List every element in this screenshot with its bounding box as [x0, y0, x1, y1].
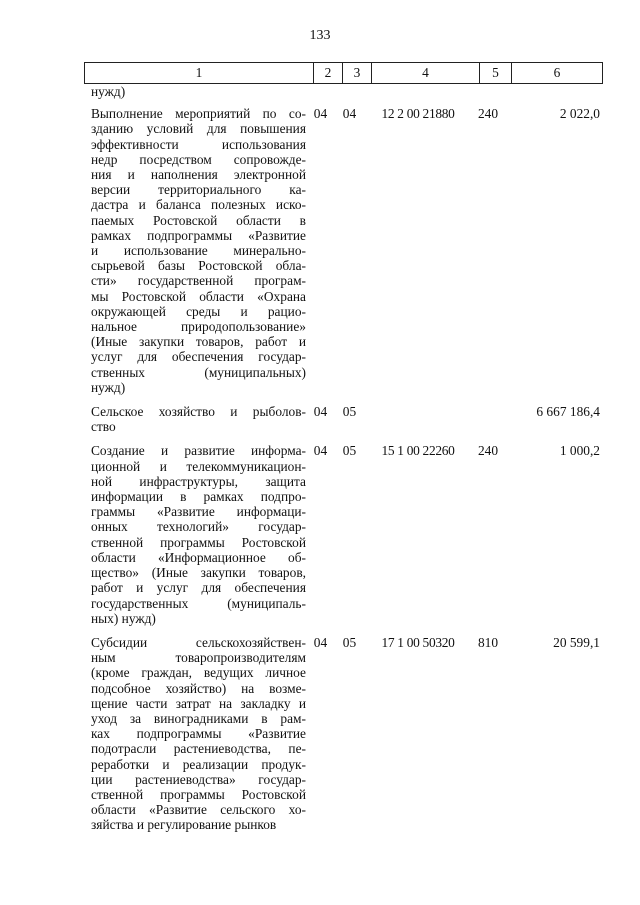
page-number: 133 [309, 28, 331, 43]
target-item-code: 12 2 00 21880 [381, 106, 455, 122]
amount: 6 667 186,4 [536, 404, 600, 420]
table-row [84, 404, 602, 434]
description-line: эффективности использования [91, 136, 306, 152]
amount: 2 022,0 [559, 106, 600, 122]
description-line: уход за виноградниками в рам- [91, 710, 306, 726]
description-line: ции растениеводства» государ- [91, 771, 306, 787]
description-line: Субсидии сельскохозяйствен- [91, 634, 306, 650]
continuation-row [84, 84, 602, 99]
description-line: подсобное хозяйство) на возме- [91, 680, 306, 696]
description-line: рамках подпрограммы «Развитие [91, 227, 306, 243]
description-line: недр посредством сопровожде- [91, 151, 306, 167]
description-line: паемых Ростовской области в [91, 212, 306, 228]
description-line: версии территориального ка- [91, 182, 306, 198]
description-line: мы Ростовской области «Охрана [91, 288, 306, 304]
subsection-code: 04 [342, 106, 357, 122]
description-line: ционной и телекоммуникацион- [91, 458, 306, 474]
table-row [84, 635, 602, 833]
target-item-code: 15 1 00 22260 [381, 443, 455, 459]
description-line: ках подпрограммы «Развитие [91, 726, 306, 742]
column-header-6: 6 [512, 63, 603, 84]
description-line: работ и услуг для обеспечения [91, 580, 306, 596]
description-line: окружающей среды и рацио- [91, 303, 306, 319]
item-description [84, 635, 306, 833]
description-line: реработки и реализации продук- [91, 756, 306, 772]
column-header-1: 1 [85, 63, 314, 84]
description-line: Сельское хозяйство и рыболов- [91, 404, 306, 420]
description-line: граммы «Развитие информаци- [91, 504, 306, 520]
description-line: ных) нужд) [91, 610, 156, 626]
description-line: нальное природопользование» [91, 319, 306, 335]
column-header-3: 3 [343, 63, 372, 84]
description-line: государственных (муниципаль- [91, 595, 306, 611]
section-code: 04 [313, 106, 328, 122]
description-line: информации в рамках подпро- [91, 489, 306, 505]
subsection-code: 05 [342, 404, 357, 420]
description-line: зданию условий для повышения [91, 121, 306, 137]
description-line: Выполнение мероприятий по со- [91, 106, 306, 122]
description-line: зяйства и регулирование рынков [91, 817, 277, 833]
description-line: щение части затрат на закладку и [91, 695, 306, 711]
continuation-text: нужд) [91, 84, 126, 99]
description-line: ственной программы Ростовской [91, 786, 306, 802]
amount: 20 599,1 [553, 634, 600, 650]
description-line: ния и наполнения электронной [91, 167, 306, 183]
description-line: области «Информационное об- [91, 549, 306, 565]
description-line: (Иные закупки товаров, работ и [91, 334, 306, 350]
subsection-code: 05 [342, 443, 357, 459]
column-header-row [85, 63, 603, 84]
table-row [84, 106, 602, 395]
amount: 1 000,2 [559, 443, 600, 459]
expense-type-code: 240 [477, 443, 499, 459]
description-line: услуг для обеспечения государ- [91, 349, 306, 365]
budget-table-body [84, 84, 602, 842]
column-header-4: 4 [372, 63, 480, 84]
description-line: области «Развитие сельского хо- [91, 802, 306, 818]
description-line: сти» государственной програм- [91, 273, 306, 289]
section-code: 04 [313, 634, 328, 650]
description-line: ственных (муниципальных) [91, 364, 306, 380]
description-line: ной инфраструктуры, защита [91, 473, 306, 489]
target-item-code: 17 1 00 50320 [381, 634, 455, 650]
description-line: дастра и баланса полезных иско- [91, 197, 306, 213]
description-line: ным товаропроизводителям [91, 650, 306, 666]
column-header-5: 5 [480, 63, 512, 84]
section-code: 04 [313, 404, 328, 420]
description-line: ство [91, 419, 116, 435]
expense-type-code: 240 [477, 106, 499, 122]
subsection-code: 05 [342, 634, 357, 650]
item-description [84, 404, 306, 434]
description-line: и использование минерально- [91, 243, 306, 259]
section-code: 04 [313, 443, 328, 459]
description-line: подотрасли растениеводства, пе- [91, 741, 306, 757]
item-description [84, 443, 306, 625]
description-line: щество» (Иные закупки товаров, [91, 565, 306, 581]
description-line: ственной программы Ростовской [91, 534, 306, 550]
description-line: нужд) [91, 379, 126, 395]
column-header-2: 2 [314, 63, 343, 84]
description-line: сырьевой базы Ростовской обла- [91, 258, 306, 274]
table-row [84, 443, 602, 625]
item-description [84, 106, 306, 395]
description-line: (кроме граждан, ведущих личное [91, 665, 306, 681]
description-line: Создание и развитие информа- [91, 443, 306, 459]
expense-type-code: 810 [477, 634, 499, 650]
description-line: онных технологий» государ- [91, 519, 306, 535]
column-header-table [84, 62, 603, 84]
